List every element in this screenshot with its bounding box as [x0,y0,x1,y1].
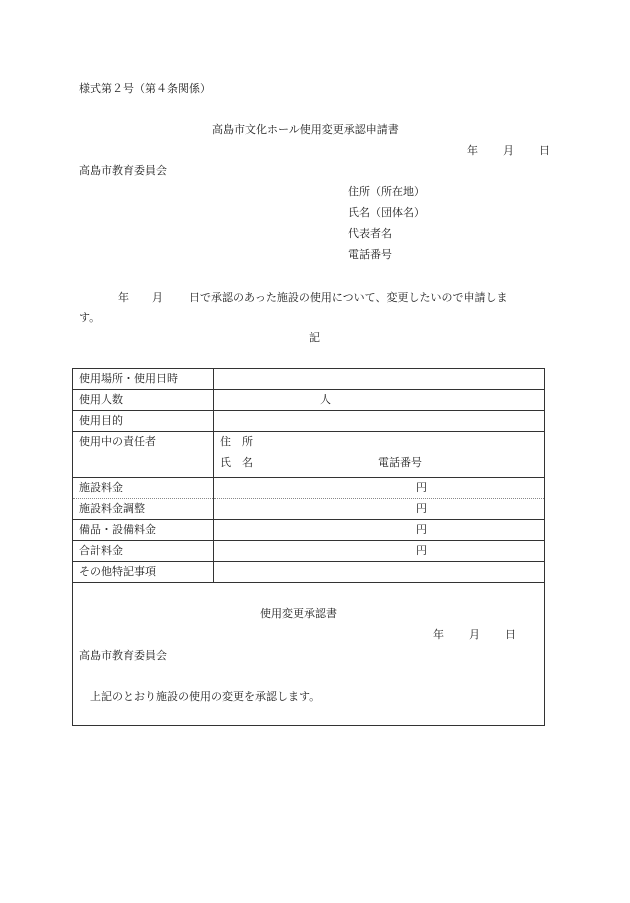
body-year: 年 [118,291,129,304]
responsible-phone-label: 電話番号 [378,456,422,469]
table-row [73,369,545,390]
table-row [73,562,545,583]
equipment-fee-label: 備品・設備料金 [73,520,214,541]
place-time-field[interactable] [214,369,545,390]
table-row [73,541,545,562]
purpose-label: 使用目的 [73,411,214,432]
facility-fee-adjust-label: 施設料金調整 [73,499,214,520]
total-fee-field[interactable] [214,541,545,562]
table-row [73,499,545,520]
applicant-phone-label: 電話番号 [348,248,392,261]
facility-fee-adjust-yen: 円 [416,502,427,515]
application-date [467,144,550,158]
responsible-address-label: 住 所 [220,435,253,448]
approval-date-year: 年 [433,628,444,641]
facility-fee-field[interactable] [214,478,545,499]
table-row [73,478,545,499]
applicant-address-label: 住所（所在地） [348,185,425,198]
equipment-fee-field[interactable] [214,520,545,541]
body-continuation: す。 [79,311,101,324]
equipment-fee-yen: 円 [416,523,427,536]
addressee: 高島市教育委員会 [79,164,167,177]
responsible-label: 使用中の責任者 [73,432,214,478]
other-notes-field[interactable] [214,562,545,583]
total-fee-label: 合計料金 [73,541,214,562]
responsible-name-label: 氏 名 [220,456,253,469]
table-row [73,432,545,478]
table-row [73,390,545,411]
approval-date-month: 月 [469,628,480,641]
table-row [73,520,545,541]
other-notes-label: その他特記事項 [73,562,214,583]
facility-fee-label: 施設料金 [73,478,214,499]
form-number: 様式第２号（第４条関係） [79,82,211,95]
date-year: 年 [467,144,478,157]
applicant-representative-label: 代表者名 [348,227,392,240]
approval-issuer: 高島市教育委員会 [79,649,167,662]
ki-heading: 記 [309,331,320,344]
attendees-field[interactable] [214,390,545,411]
approval-statement: 上記のとおり施設の使用の変更を承認します。 [90,690,321,703]
total-fee-yen: 円 [416,544,427,557]
body-month: 月 [152,291,163,304]
facility-fee-adjust-field[interactable] [214,499,545,520]
facility-fee-yen: 円 [416,481,427,494]
application-table [72,368,545,583]
purpose-field[interactable] [214,411,545,432]
approval-date-day: 日 [505,628,516,641]
applicant-name-label: 氏名（団体名） [348,206,425,219]
place-time-label: 使用場所・使用日時 [73,369,214,390]
date-day: 日 [539,144,550,157]
attendees-label: 使用人数 [73,390,214,411]
responsible-field[interactable] [214,432,545,478]
date-month: 月 [503,144,514,157]
attendees-unit: 人 [320,393,331,406]
body-sentence: 日で承認のあった施設の使用について、変更したいので申請しま [189,291,508,304]
approval-title: 使用変更承認書 [260,607,337,620]
table-row [73,411,545,432]
approval-date [433,628,516,642]
page-title: 高島市文化ホール使用変更承認申請書 [212,123,399,136]
